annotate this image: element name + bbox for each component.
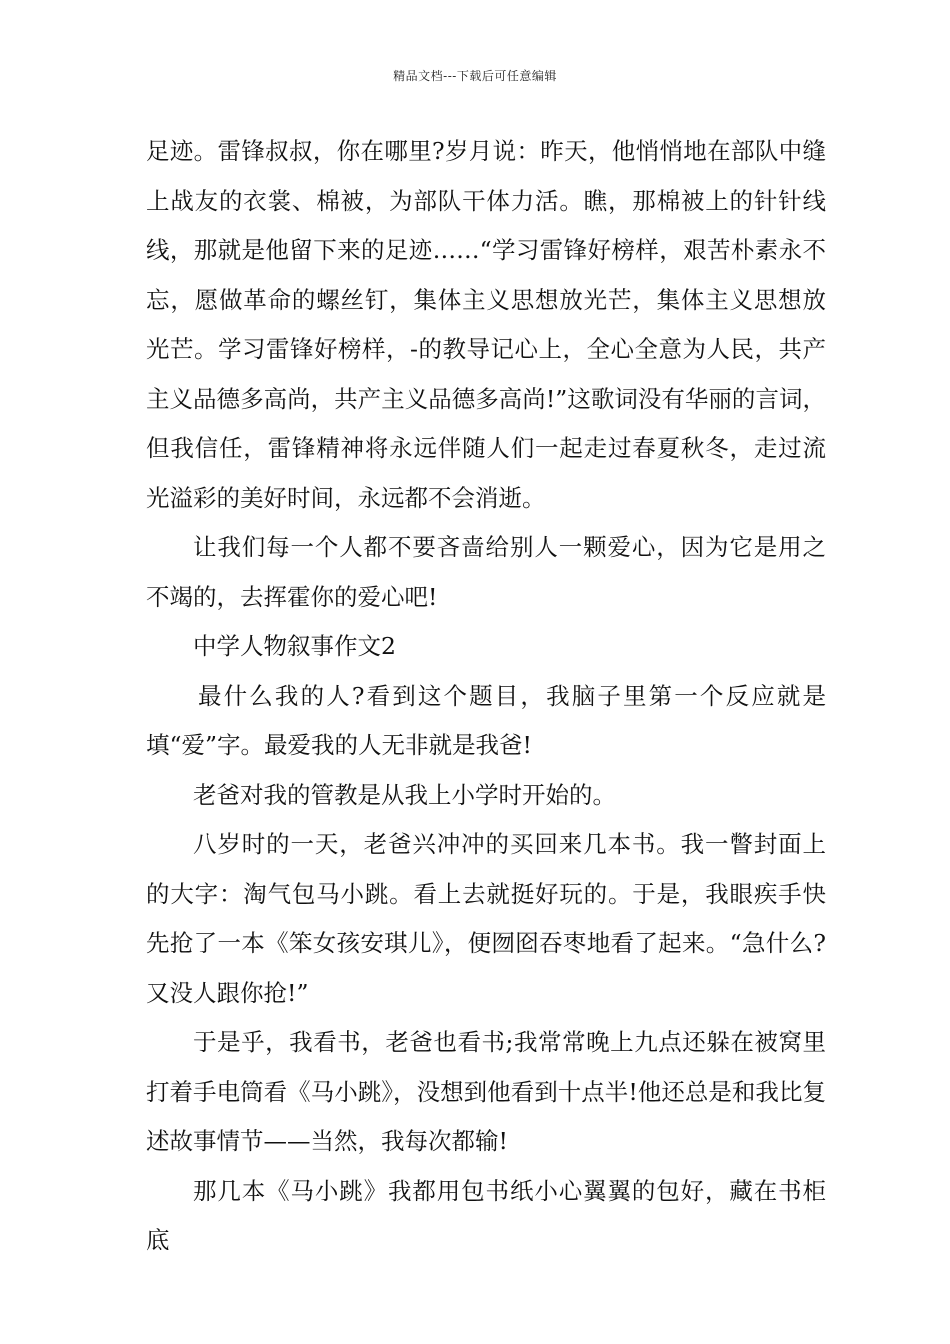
paragraph: 让我们每一个人都不要吝啬给别人一颗爱心，因为它是用之不竭的，去挥霍你的爱心吧!	[146, 533, 826, 611]
section-title: 中学人物叙事作文2	[193, 632, 396, 660]
document-body	[146, 127, 826, 1266]
paragraph: 于是乎，我看书，老爸也看书;我常常晚上九点还躲在被窝里打着手电筒看《马小跳》，没想到他看到十点半!他还总是和我比复述故事情节——当然，我每次都输!	[146, 1028, 826, 1155]
paragraph: 那几本《马小跳》我都用包书纸小心翼翼的包好，藏在书柜底	[146, 1176, 826, 1254]
paragraph: 最什么我的人?看到这个题目，我脑子里第一个反应就是填“爱”字。最爱我的人无非就是我爸!	[146, 681, 826, 759]
paragraph: 老爸对我的管教是从我上小学时开始的。	[193, 780, 616, 809]
page-header: 精品文档---下载后可任意编辑	[393, 69, 557, 83]
paragraph: 足迹。雷锋叔叔，你在哪里?岁月说：昨天，他悄悄地在部队中缝上战友的衣裳、棉被，为部队干体力活。瞧，那棉被上的针针线线，那就是他留下来的足迹……“学习雷锋好榜样，艰苦朴素永不忘，愿做革命的螺丝钉，集体主义思想放光芒，集体主义思想放光芒。学习雷锋好榜样，-的教导记心上，全心全意为人民，共产主义品德多高尚，共产主义品德多高尚!”这歌词没有华丽的言词，但我信任，雷锋精神将永远伴随人们一起走过春夏秋冬，走过流光溢彩的美好时间，永远都不会消逝。	[146, 137, 826, 512]
paragraph: 八岁时的一天，老爸兴冲冲的买回来几本书。我一瞥封面上的大字：淘气包马小跳。看上去就挺好玩的。于是，我眼疾手快先抢了一本《笨女孩安琪儿》，便囫囵吞枣地看了起来。“急什么?又没人跟你抢!”	[146, 830, 826, 1007]
